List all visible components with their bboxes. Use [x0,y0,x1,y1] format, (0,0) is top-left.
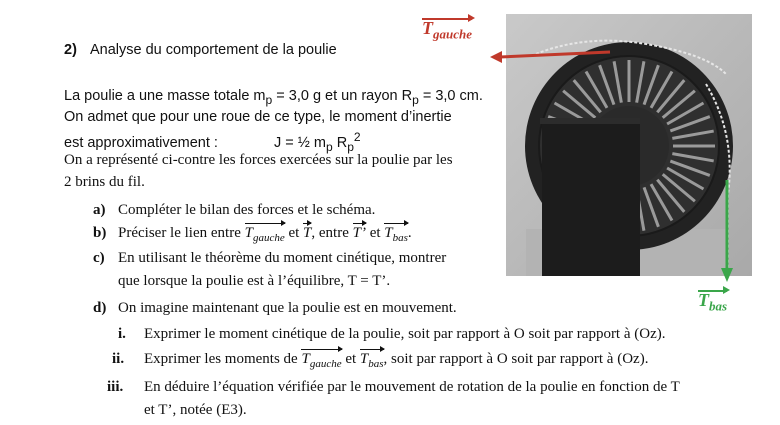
item-a: a) Compléter le bilan des forces et le schéma. [93,202,376,218]
item-ii: ii. Exprimer les moments de $T_{gauche}$ et $T_{bas}$, soit par rapport à O soit par rapport à (Oz). [112,348,648,370]
arrow-t-bas-head [721,268,733,282]
item-iii-line-1: iii. En déduire l’équation vérifiée par le mouvement de rotation de la poulie en fonction de T [107,379,680,395]
arrow-t-gauche-head [490,51,502,63]
item-c-line-2: que lorsque la poulie est à l’équilibre, T = T’. [118,273,391,289]
inertia-formula: J = ½ $m_p$ $R_p^2$ [274,130,361,154]
item-d: d) On imagine maintenant que la poulie est en mouvement. [93,300,457,316]
intro-line-5: 2 brins du fil. [64,174,145,190]
intro-line-3: est approximativement : J = ½ $m_p$ $R_p^2$ [64,130,361,154]
section-title: Analyse du comportement de la poulie [90,42,337,58]
vector-t-gauche: $T_{gauche}$ [245,222,285,244]
arrow-t-gauche [500,52,610,57]
section-number: 2) [64,42,77,58]
vector-t-bas: $T_{bas}$ [384,222,408,244]
item-c-line-1: c) En utilisant le théorème du moment cinétique, montrer [93,250,447,266]
vector-t-prime: T’ [353,222,366,242]
intro-line-2: On admet que pour une roue de ce type, le moment d’inertie [64,109,452,125]
item-b: b) Préciser le lien entre $T_{gauche}$ et T, entre T’ et $T_{bas}$. [93,222,412,244]
item-i: i. Exprimer le moment cinétique de la poulie, soit par rapport à O soit par rapport à (Oz). [118,326,666,342]
vector-t: T [303,222,311,242]
vector-t-gauche-2: $T_{gauche}$ [301,348,341,370]
label-t-bas: $T_{bas}$ [698,290,727,315]
force-arrows [480,30,740,290]
label-t-gauche: $T_{gauche}$ [422,18,472,43]
section-heading [64,42,337,58]
item-iii-line-2: et T’, notée (E3). [144,402,247,418]
intro-line-4: On a représenté ci-contre les forces exercées sur la poulie par les [64,152,453,168]
intro-line-1: La poulie a une masse totale $m_p = 3,0$ g et un rayon $R_p = 3,0$ cm. [64,88,483,107]
vector-t-bas-2: $T_{bas}$ [360,348,384,370]
